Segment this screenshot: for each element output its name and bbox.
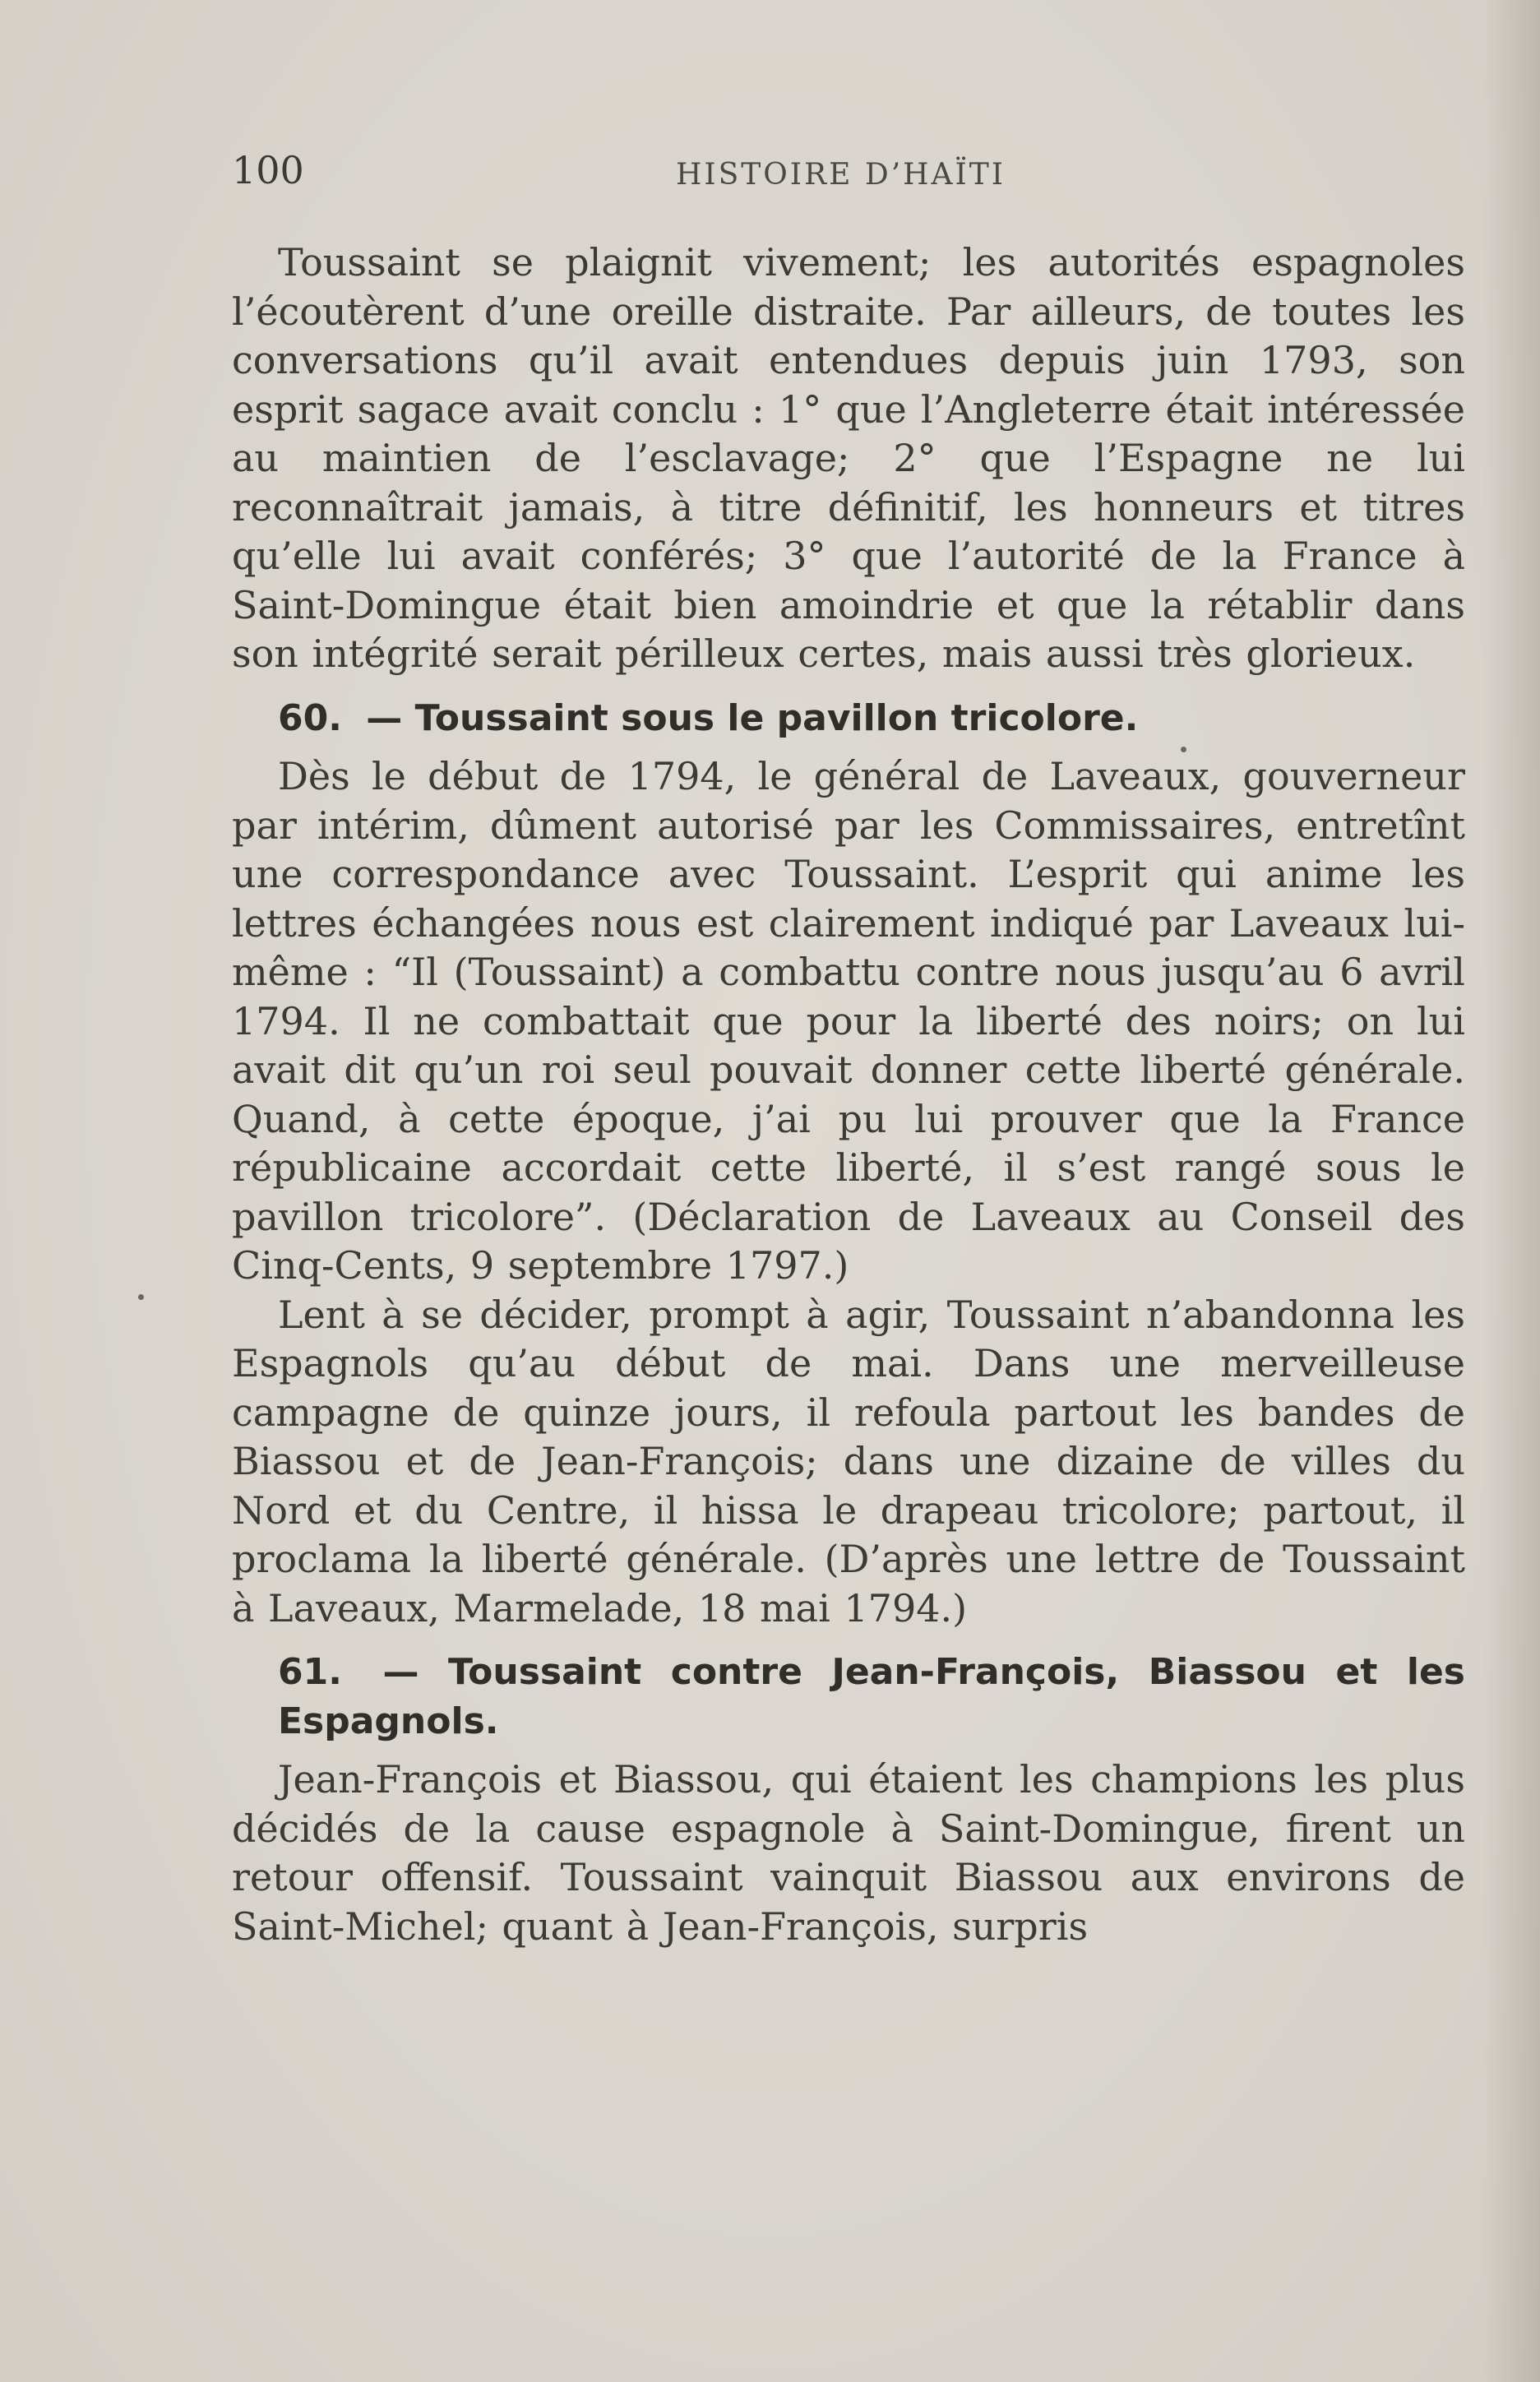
section-number: 60. [278, 696, 342, 739]
section-title: Toussaint contre Jean-François, Biassou et les Espagnols. [278, 1651, 1465, 1742]
section-heading-61 [232, 1648, 1465, 1746]
page-header [232, 148, 1465, 206]
print-speck [138, 1294, 144, 1300]
paragraph-laveaux: Dès le début de 1794, le général de Laveaux, gouverneur par intérim, dûment autorisé par les Commissaires, entretînt une correspondance avec Toussaint. L’esprit qui anime les lettres échangées nous est clairement indiqué par Laveaux lui-même : “Il (Toussaint) a combattu contre nous jusqu’au 6 avril 1794. Il ne combattait que pour la liberté des noirs; on lui avait dit qu’un roi seul pouvait donner cette liberté générale. Quand, à cette époque, j’ai pu lui prouver que la France républicaine accordait cette liberté, il s’est rangé sous le pavillon tricolore”. (Déclaration de Laveaux au Conseil des Cinq-Cents, 9 septembre 1797.) [232, 754, 1465, 1288]
page-number: 100 [232, 148, 304, 192]
paragraph-offensive: Jean-François et Biassou, qui étaient les champions les plus décidés de la cause espagnole à Saint-Domingue, firent un retour offensif. Toussaint vainquit Biassou aux environs de Saint-Michel; quant à Jean-François, surpris [232, 1757, 1465, 1949]
paragraph-intro: Toussaint se plaignit vivement; les autorités espagnoles l’écoutèrent d’une oreille distraite. Par ailleurs, de toutes les conversations qu’il avait entendues depuis juin 1793, son esprit sagace avait conclu : 1° que l’Angleterre était intéressée au maintien de l’esclavage; 2° que l’Espagne ne lui reconnaîtrait jamais, à titre définitif, les honneurs et titres qu’elle lui avait conférés; 3° que l’autorité de la France à Saint-Domingue était bien amoindrie et que la rétablir dans son intégrité serait périlleux certes, mais aussi très glorieux. [232, 240, 1465, 676]
section-dash: — [382, 1651, 419, 1693]
section-title: Toussaint sous le pavillon tricolore. [414, 696, 1139, 739]
section-dash: — [366, 696, 403, 739]
print-speck [1181, 747, 1186, 752]
paragraph-campaign: Lent à se décider, prompt à agir, Toussaint n’abandonna les Espagnols qu’au début de mai. Dans une merveilleuse campagne de quinze jours, il refoula partout les bandes de Biassou et de Jean-François; dans une dizaine de villes du Nord et du Centre, il hissa le drapeau tricolore; partout, il proclama la liberté générale. (D’après une lettre de Toussaint à Laveaux, Marmelade, 18 mai 1794.) [232, 1292, 1465, 1630]
body-text [232, 238, 1465, 1951]
section-heading-60 [232, 694, 1465, 743]
section-number: 61. [278, 1651, 342, 1693]
running-title: HISTOIRE D’HAÏTI [676, 158, 1006, 192]
